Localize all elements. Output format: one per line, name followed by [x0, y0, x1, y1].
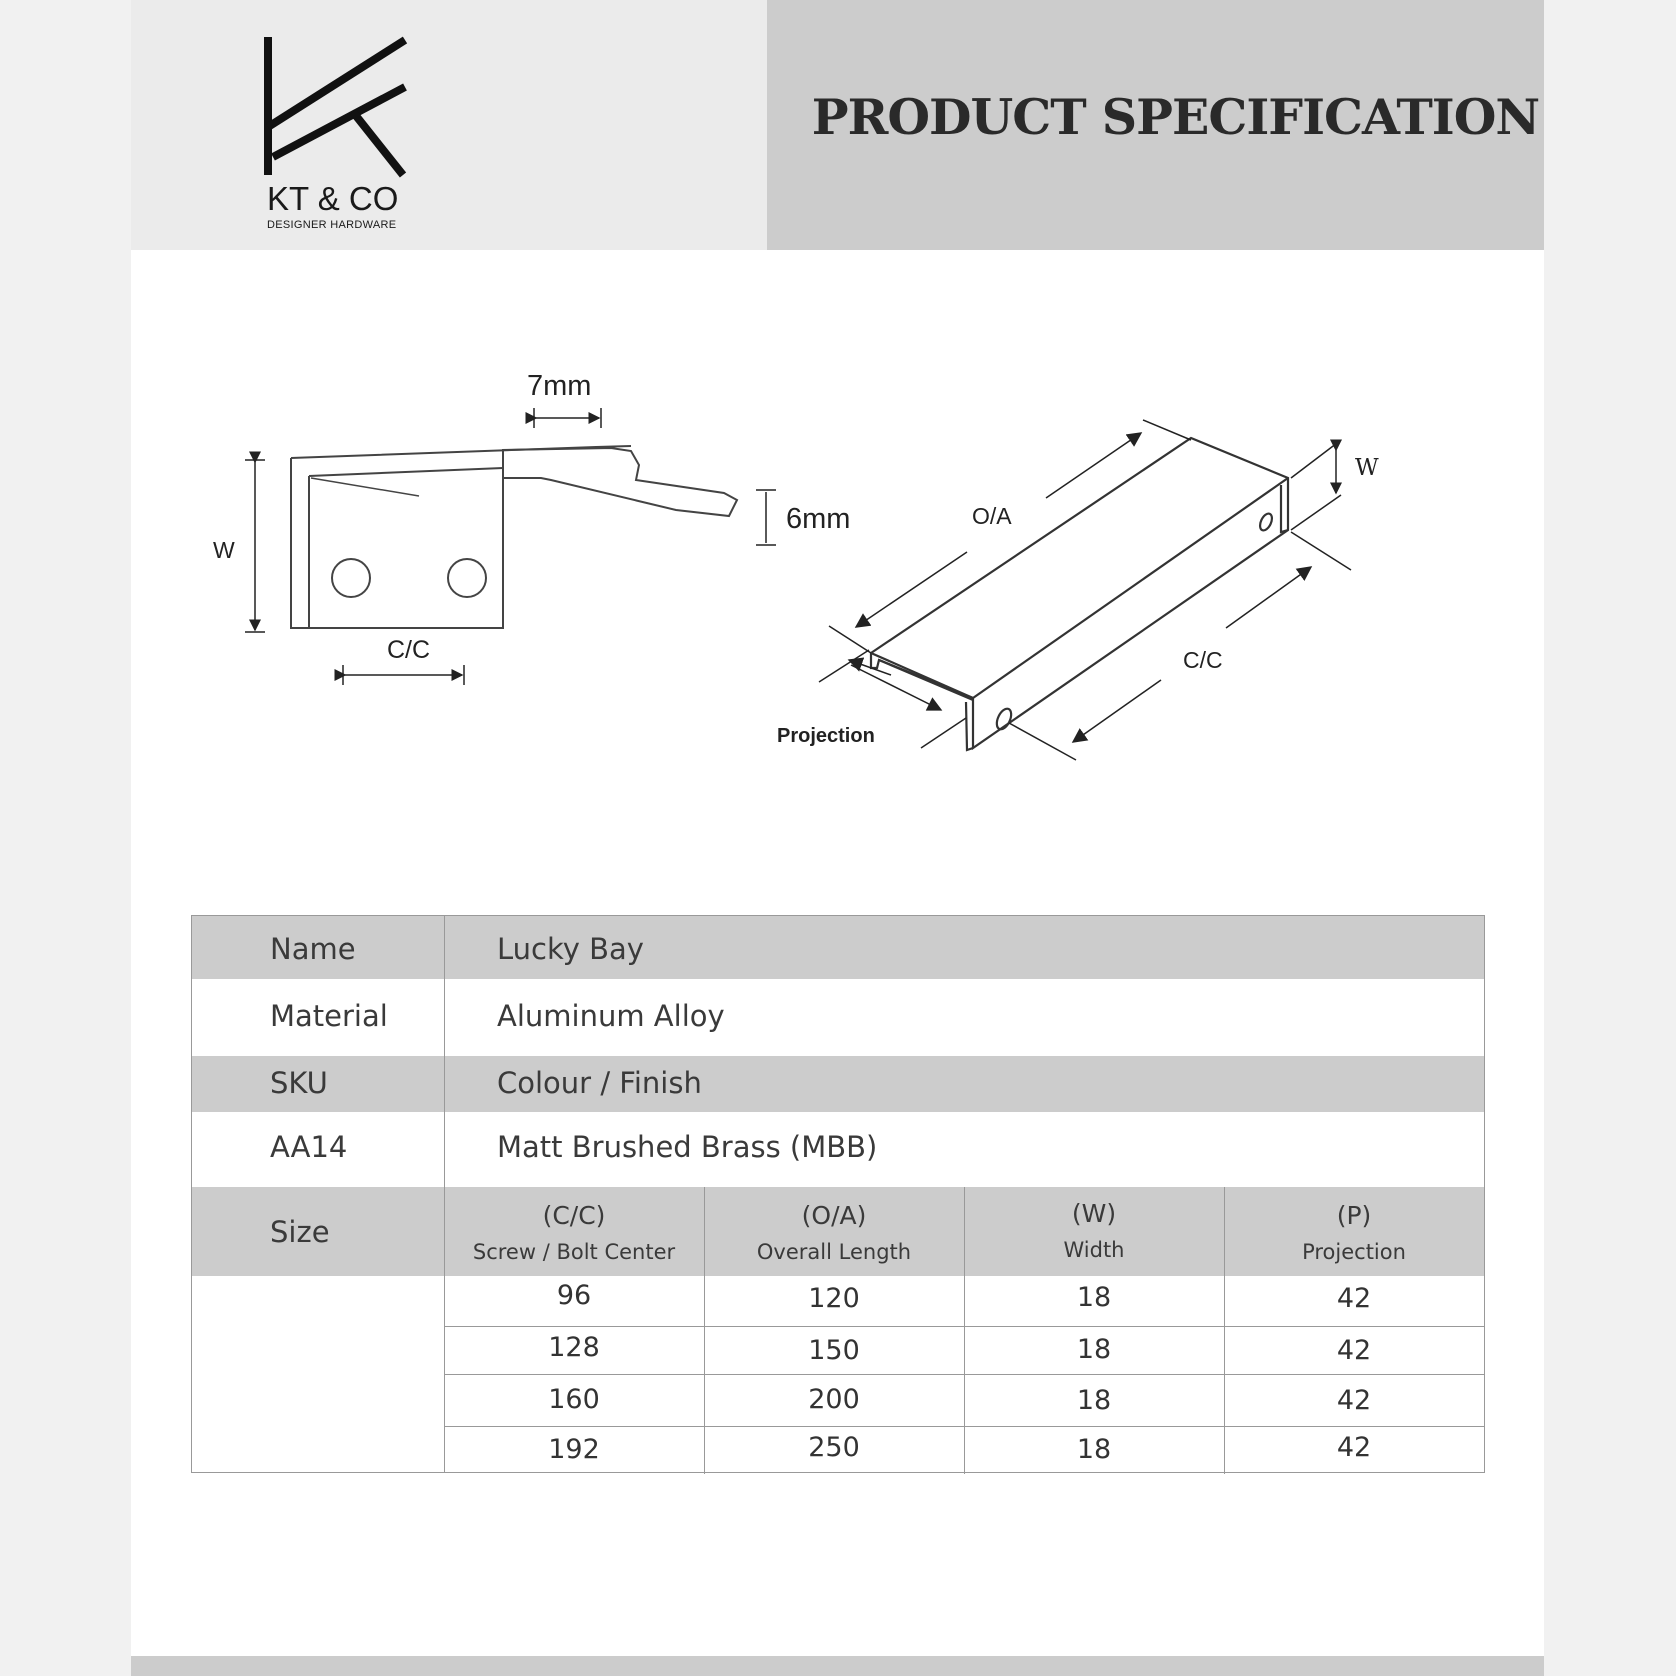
spec-label: SKU — [270, 1066, 328, 1100]
col-divider — [704, 1187, 705, 1474]
page-title: PRODUCT SPECIFICATION — [811, 88, 1540, 146]
brand-name: KT & CO — [267, 180, 399, 217]
col-desc: Projection — [1302, 1240, 1406, 1264]
spec-label: AA14 — [270, 1130, 348, 1164]
size-cell: 18 — [1076, 1282, 1112, 1313]
col-divider — [444, 916, 445, 1472]
size-cell: 200 — [808, 1384, 860, 1415]
size-cell: 96 — [556, 1280, 592, 1311]
size-cell: 18 — [1076, 1434, 1112, 1465]
col-head-cc — [444, 1201, 704, 1264]
spec-row-material — [192, 979, 1484, 1056]
header-logo-panel — [131, 0, 767, 250]
spec-value: Lucky Bay — [497, 932, 644, 966]
spec-value: Colour / Finish — [497, 1066, 702, 1100]
dim-oa: O/A — [972, 503, 1012, 529]
col-code: (O/A) — [801, 1201, 867, 1230]
header-title-panel — [767, 0, 1544, 250]
size-cell: 192 — [548, 1434, 600, 1465]
spec-row-name — [192, 916, 1484, 979]
col-head-oa — [704, 1201, 964, 1264]
perspective-drawing — [871, 438, 1288, 750]
size-cell: 18 — [1076, 1385, 1112, 1416]
col-divider — [1224, 1187, 1225, 1474]
col-code: (C/C) — [542, 1201, 606, 1230]
size-cell: 42 — [1336, 1432, 1372, 1463]
spec-row-sku — [192, 1056, 1484, 1112]
footer-bar — [131, 1656, 1544, 1676]
size-cell: 42 — [1336, 1283, 1372, 1314]
dim-cc-left: C/C — [387, 636, 431, 664]
spec-label: Material — [270, 999, 388, 1033]
col-desc: Screw / Bolt Center — [472, 1240, 676, 1264]
col-head-w — [964, 1199, 1224, 1262]
col-divider — [964, 1187, 965, 1474]
dim-7mm: 7mm — [527, 370, 592, 402]
spec-value: Matt Brushed Brass (MBB) — [497, 1130, 878, 1164]
dim-w-left: W — [213, 537, 235, 563]
dim-w-right: W — [1355, 455, 1379, 481]
brand-tagline: DESIGNER HARDWARE — [267, 219, 397, 231]
size-cell: 250 — [808, 1432, 860, 1463]
spec-row-finish — [192, 1112, 1484, 1187]
col-head-p — [1224, 1201, 1484, 1264]
dim-cc-right: C/C — [1183, 647, 1223, 673]
dim-6mm: 6mm — [786, 503, 851, 535]
spec-sheet — [131, 0, 1544, 1676]
size-cell: 120 — [808, 1283, 860, 1314]
size-cell: 18 — [1076, 1334, 1112, 1365]
spec-label: Name — [270, 932, 356, 966]
size-cell: 42 — [1336, 1385, 1372, 1416]
size-header-row — [192, 1187, 1484, 1276]
size-label: Size — [270, 1215, 330, 1249]
col-desc: Width — [1063, 1238, 1125, 1262]
dim-projection: Projection — [777, 725, 875, 747]
col-code: (W) — [1071, 1199, 1117, 1228]
side-view-drawing — [291, 446, 737, 628]
spec-table — [191, 915, 1485, 1473]
col-code: (P) — [1336, 1201, 1372, 1230]
size-cell: 150 — [808, 1335, 860, 1366]
col-desc: Overall Length — [756, 1240, 912, 1264]
size-cell: 160 — [548, 1384, 600, 1415]
size-cell: 128 — [548, 1332, 600, 1363]
spec-value: Aluminum Alloy — [497, 999, 725, 1033]
size-cell: 42 — [1336, 1335, 1372, 1366]
product-diagram — [131, 330, 1544, 830]
